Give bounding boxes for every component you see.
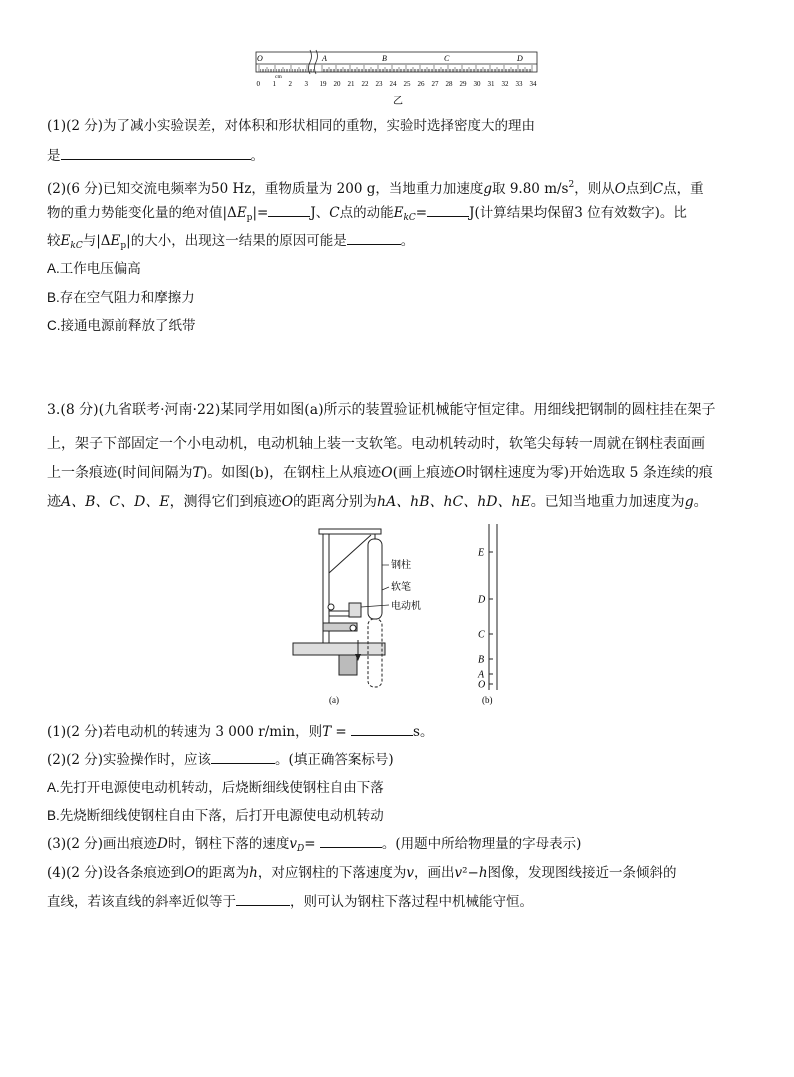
ruler-figure xyxy=(250,48,550,108)
answer-blank-slope[interactable] xyxy=(236,892,290,906)
ruler-number: 29 xyxy=(459,80,467,88)
q2-part2-line3 xyxy=(47,231,414,256)
option-b[interactable]: B.存在空气阻力和摩擦力 xyxy=(47,290,195,305)
q3-p4-g: 图像，发现图线接近一条倾斜的 xyxy=(487,865,677,881)
q3-p4-l2a: 直线，若该直线的斜率近似等于 xyxy=(47,894,236,910)
q3-p3-e: 。(用题中所给物理量的字母表示) xyxy=(381,836,582,852)
q2-part1-end: 。 xyxy=(250,148,264,164)
steel-cylinder xyxy=(368,539,382,619)
answer-blank-period[interactable] xyxy=(351,722,413,736)
q2-part2-c7: |的大小，出现这一结果的原因可能是 xyxy=(126,233,347,249)
q2-part2-b5: J、 xyxy=(310,205,330,221)
ruler-number: 24 xyxy=(389,80,397,88)
q3-p1-c: s。 xyxy=(413,724,434,740)
q2-part2-c2: E xyxy=(60,233,71,249)
frame-post xyxy=(323,534,329,654)
q3-l4-c: 的距离分别为 xyxy=(293,494,378,510)
motor-bracket xyxy=(329,611,349,616)
q2-part2-b8: E xyxy=(393,205,404,221)
q3-p1-t: T xyxy=(322,724,332,740)
q3-l4-b: ，测得它们到痕迹 xyxy=(169,494,282,510)
q2-part2-c3: kC xyxy=(70,241,83,251)
point-label-b: B xyxy=(382,54,387,63)
q3-l4-g: g xyxy=(684,494,694,510)
label-motor: 电动机 xyxy=(391,601,421,612)
ruler-number: 2 xyxy=(288,80,292,88)
q2-part2-text-3: ，则从 xyxy=(574,181,615,197)
answer-blank-ekc[interactable] xyxy=(427,203,469,217)
q3-p1-b: = xyxy=(331,724,352,740)
q2-part2-b1: 物的重力势能变化量的绝对值|Δ xyxy=(47,205,237,221)
figure-a-apparatus xyxy=(285,525,435,710)
q3-p4-v2: v xyxy=(454,865,463,881)
figure-b-caption: (b) xyxy=(482,695,493,705)
ruler-number: 19 xyxy=(319,80,327,88)
q3-p4-o: O xyxy=(184,865,196,881)
q3-l3-d: 时钢柱速度为零)开始选取 5 条连续的痕 xyxy=(465,465,713,481)
q3-p3-b: 时，钢柱下落的速度 xyxy=(167,836,290,852)
q3-p4-d: ，画出 xyxy=(413,865,455,881)
tape-break-mark xyxy=(309,50,318,74)
q3-l3-o: O xyxy=(381,465,393,481)
ruler-number: 23 xyxy=(375,80,383,88)
trace-marks xyxy=(477,548,493,691)
q3-part3 xyxy=(47,834,581,859)
q3-p2-b: 。(填正确答案标号) xyxy=(275,752,394,768)
label-soft-pen: 软笔 xyxy=(391,582,411,593)
ruler-number: 31 xyxy=(487,80,495,88)
q2-part2-c: C xyxy=(652,181,664,197)
frame-brace xyxy=(329,535,371,573)
q2-part2-c5: E xyxy=(110,233,121,249)
answer-blank-ep[interactable] xyxy=(268,203,310,217)
q3-option-a[interactable]: A.先打开电源使电动机转动，后烧断细线使钢柱自由下落 xyxy=(47,780,384,795)
q3-l4-o: O xyxy=(281,494,294,510)
q3-l4-marks: A、B、C、D、E xyxy=(61,494,170,510)
q2-part1-line2 xyxy=(47,146,264,166)
q2-part2-b6: C xyxy=(329,205,340,221)
q3-stem-line4 xyxy=(47,492,708,512)
q3-p4-h: h xyxy=(249,865,258,881)
ruler-unit: cm xyxy=(275,74,282,80)
q2-part2-b7: 点的动能 xyxy=(339,205,394,221)
point-label-o: O xyxy=(257,54,263,63)
ruler-number: 25 xyxy=(403,80,411,88)
answer-blank-reason[interactable] xyxy=(61,146,251,160)
trace-label-b: B xyxy=(478,654,485,666)
q3-l3-c: (画上痕迹 xyxy=(392,465,455,481)
figure-b-traces xyxy=(468,522,518,707)
q2-part2-c6: p xyxy=(120,241,127,251)
table-edge xyxy=(339,655,357,675)
q3-p4-f: − xyxy=(467,865,479,881)
q2-part2-line1: (2)(6 分)已知交流电频率为50 Hz，重物质量为 200 g，当地重力加速度g取 9.80 $m/s^2$，则从O点到C点，重 xyxy=(47,180,704,197)
q3-l3-b: )。如图(b)，在钢柱上从痕迹 xyxy=(201,465,382,481)
q2-part2-c8: 。 xyxy=(400,233,415,249)
ruler-number: 22 xyxy=(361,80,369,88)
ruler-number: 3 xyxy=(304,80,308,88)
q2-part2-line2 xyxy=(47,203,687,228)
q3-part4-line2 xyxy=(47,892,533,912)
ruler-number: 0 xyxy=(256,80,260,88)
q3-p4-h2: h xyxy=(478,865,488,881)
q3-part1 xyxy=(47,722,433,742)
figure-a-caption: (a) xyxy=(329,695,339,705)
q2-part2-b4: |= xyxy=(252,205,269,221)
q2-part2-b2: E xyxy=(236,205,247,221)
q3-option-b[interactable]: B.先烧断细线使钢柱自由下落，后打开电源使电动机转动 xyxy=(47,808,384,823)
ruler-number: 26 xyxy=(417,80,425,88)
q3-l3-o2: O xyxy=(454,465,466,481)
q3-stem-line3 xyxy=(47,463,713,483)
q3-stem-line1: 3.(8 分)(九省联考·河南·22)某同学用如图(a)所示的装置验证机械能守恒定律。用细线把钢制的圆柱挂在架子 xyxy=(47,402,716,418)
answer-blank-velocity[interactable] xyxy=(320,834,382,848)
q3-p3-d: D xyxy=(157,836,168,852)
point-label-c: C xyxy=(444,54,450,63)
q3-l4-e: 。 xyxy=(693,494,708,510)
q3-p2-a: (2)(2 分)实验操作时，应该 xyxy=(47,752,212,768)
point-label-d: D xyxy=(517,54,523,63)
leader-pen xyxy=(382,587,389,590)
stand-base xyxy=(293,643,385,655)
ruler-number: 1 xyxy=(272,80,276,88)
q3-p4-a: (4)(2 分)设各条痕迹到 xyxy=(47,865,185,881)
label-steel-cylinder: 钢柱 xyxy=(391,560,411,571)
ruler-number: 27 xyxy=(431,80,439,88)
q3-l3-t: T xyxy=(192,465,202,481)
q3-stem-line2: 上，架子下部固定一个小电动机，电动机轴上装一支软笔。电动机转动时，软笔尖每转一周就在钢柱表面画 xyxy=(47,436,705,452)
q3-l4-a: 迹 xyxy=(47,494,61,510)
q2-part2-g: g xyxy=(483,181,493,197)
answer-blank-reason-choice[interactable] xyxy=(347,231,401,245)
trace-label-e: E xyxy=(478,547,485,559)
trace-label-c: C xyxy=(478,629,485,641)
q2-part2-c1: 较 xyxy=(47,233,61,249)
q2-part2-b10: = xyxy=(415,205,428,221)
q2-part1-line1 xyxy=(47,116,535,136)
ruler-number: 30 xyxy=(473,80,481,88)
trace-label-a: A xyxy=(478,669,485,681)
option-a[interactable]: A.工作电压偏高 xyxy=(47,261,141,276)
ruler-ticks xyxy=(259,65,532,72)
frame-top-bar xyxy=(319,529,381,534)
q3-part4-line1 xyxy=(47,863,677,883)
point-label-a: A xyxy=(322,54,327,63)
ruler-number: 33 xyxy=(515,80,523,88)
q2-part2-b11: J(计算结果均保留3 位有效数字)。比 xyxy=(469,205,687,221)
q3-p3-a: (3)(2 分)画出痕迹 xyxy=(47,836,158,852)
trace-label-d: D xyxy=(478,594,486,606)
trace-label-o: O xyxy=(478,679,486,691)
q3-p4-c: ，对应钢柱的下落速度为 xyxy=(257,865,407,881)
q3-l4-d: 。已知当地重力加速度为 xyxy=(530,494,685,510)
q2-part2-text-4: 点到 xyxy=(625,181,653,197)
q3-l4-h: hA、hB、hC、hD、hE xyxy=(377,494,531,510)
q3-p4-b: 的距离为 xyxy=(195,865,250,881)
ruler-number: 34 xyxy=(529,80,537,88)
ruler-caption: 乙 xyxy=(393,96,403,107)
q3-p3-vsub: D xyxy=(297,844,305,854)
q3-p1-a: (1)(2 分)若电动机的转速为 3 000 r/min，则 xyxy=(47,724,323,740)
q3-p4-l2b: ，则可认为钢柱下落过程中机械能守恒。 xyxy=(290,894,533,910)
q2-part2-text-2: 取 9.80 m/s xyxy=(492,181,569,197)
q3-p3-v: v xyxy=(289,836,298,852)
answer-blank-operation[interactable] xyxy=(211,750,275,764)
q2-part2-text-1: (2)(6 分)已知交流电频率为50 Hz，重物质量为 200 g，当地重力加速度 xyxy=(47,181,484,197)
q2-part2-b3: p xyxy=(246,213,253,223)
ruler-number: 28 xyxy=(445,80,453,88)
ruler-number: 32 xyxy=(501,80,509,88)
clamp-knob-top xyxy=(328,604,334,610)
option-c[interactable]: C.接通电源前释放了纸带 xyxy=(47,318,196,333)
q3-p4-v: v xyxy=(406,865,414,881)
ruler-numbers xyxy=(257,80,538,88)
motor-housing xyxy=(349,603,361,617)
q2-part2-b9: kC xyxy=(403,213,416,223)
q2-part1-text-b: 是 xyxy=(47,148,61,164)
q3-l3-a: 上一条痕迹(时间间隔为 xyxy=(47,465,193,481)
ruler-number: 20 xyxy=(333,80,341,88)
q2-part1-text: (1)(2 分)为了减小实验误差，对体积和形状相同的重物，实验时选择密度大的理由 xyxy=(47,118,536,134)
q3-part2 xyxy=(47,750,394,770)
ruler-number: 21 xyxy=(347,80,355,88)
q2-part2-o: O xyxy=(614,181,626,197)
paper-tape xyxy=(256,52,537,72)
q2-part2-c4: 与|Δ xyxy=(82,233,111,249)
q3-p4-e: ² xyxy=(462,865,468,881)
q2-part2-text-5: 点，重 xyxy=(663,181,704,197)
clamp-knob-bottom xyxy=(350,625,356,631)
q3-p3-c: = xyxy=(304,836,320,852)
